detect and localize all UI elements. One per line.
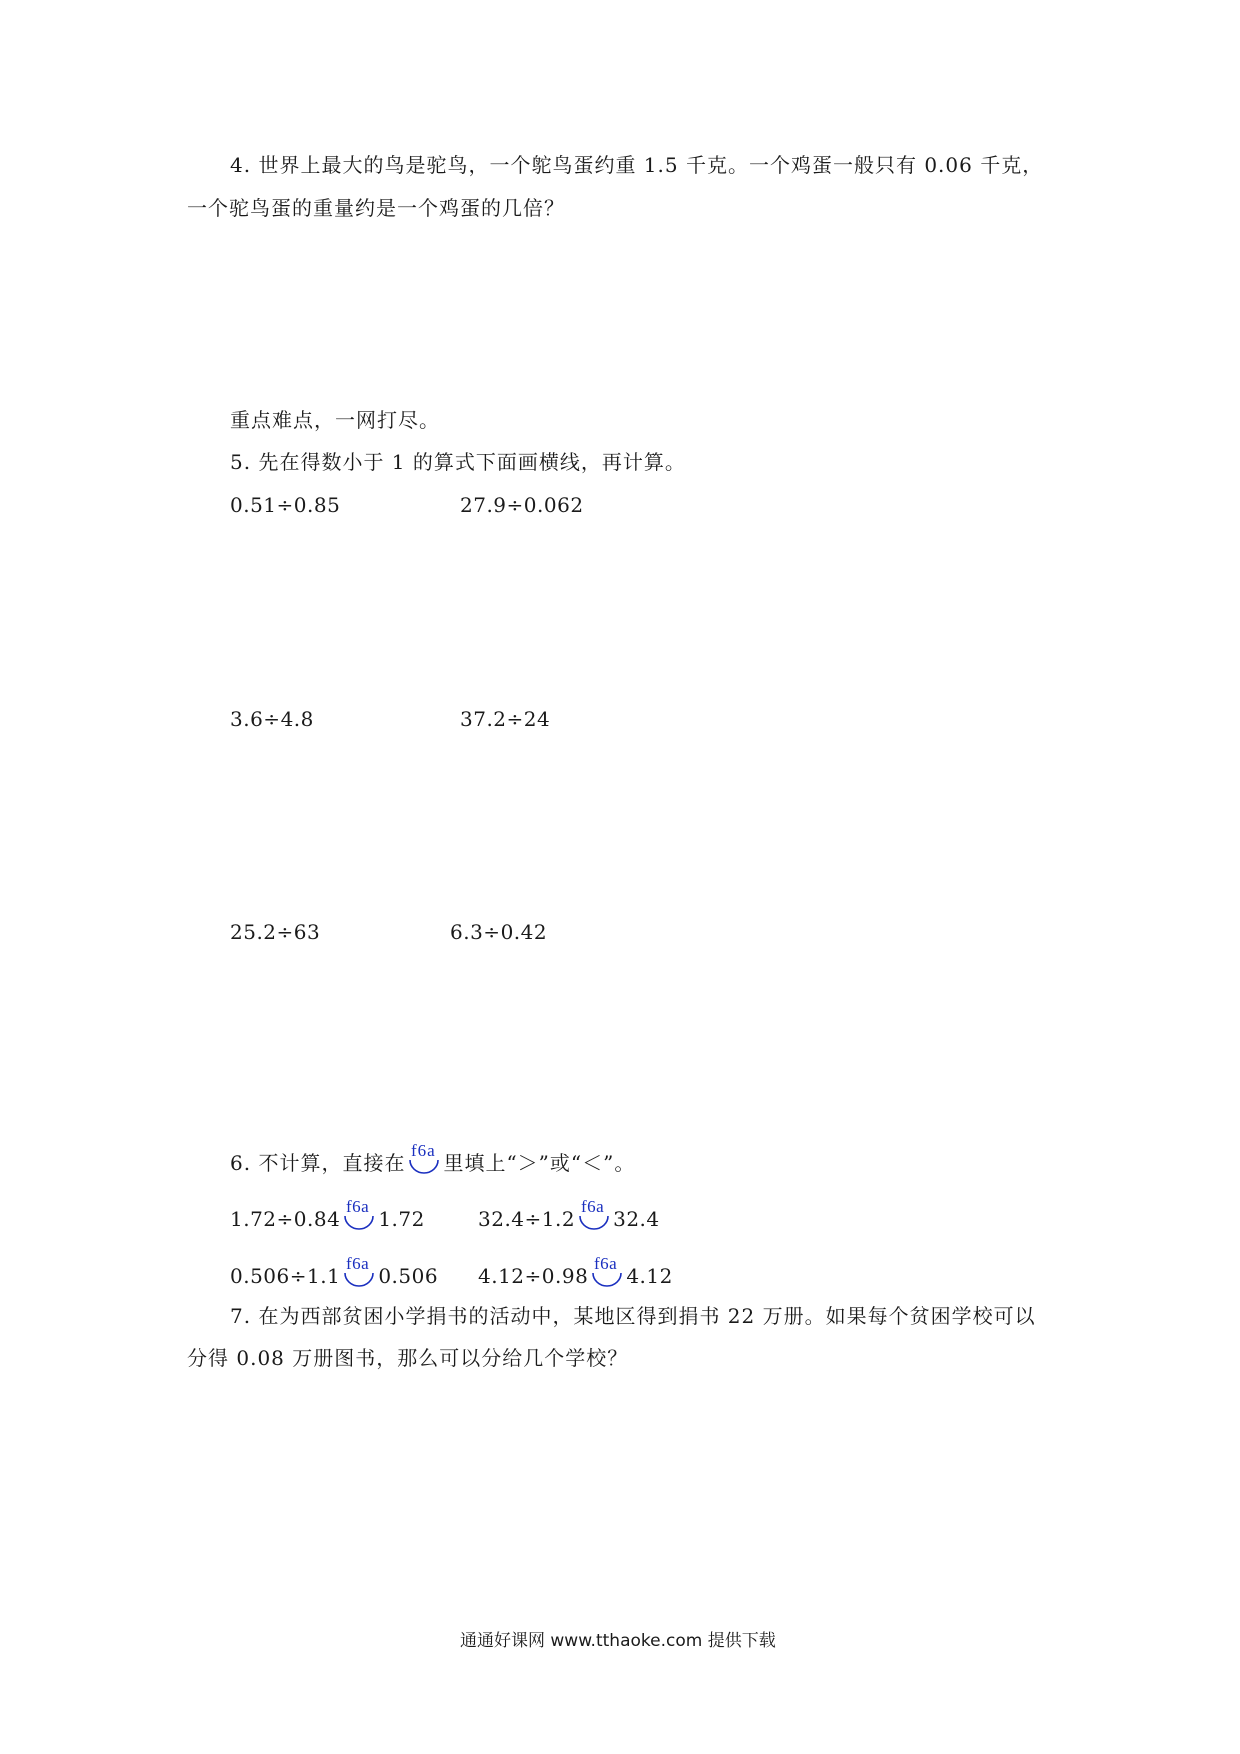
q5-expr-2: 27.9÷0.062 xyxy=(460,493,584,517)
footer-text: 通通好课网 www.tthaoke.com 提供下载 xyxy=(460,1631,776,1651)
q6-prompt xyxy=(230,1141,636,1176)
q5-expr-4: 37.2÷24 xyxy=(460,707,551,731)
q6-row2-item1 xyxy=(230,1254,439,1289)
circle-label: f6a xyxy=(594,1254,618,1273)
q6-expr-right: 1.72 xyxy=(378,1207,425,1231)
q5-expr-6: 6.3÷0.42 xyxy=(450,920,548,944)
q5-expr-3: 3.6÷4.8 xyxy=(230,707,314,731)
q6-row2-item2 xyxy=(478,1254,673,1289)
q6-row1-item2 xyxy=(478,1197,660,1232)
compare-circle-icon[interactable] xyxy=(341,1197,377,1232)
q5-prompt: 5. 先在得数小于 1 的算式下面画横线，再计算。 xyxy=(230,450,686,474)
q7-line2: 分得 0.08 万册图书，那么可以分给几个学校？ xyxy=(187,1346,629,1370)
circle-label: f6a xyxy=(346,1254,370,1273)
q5-expr-1: 0.51÷0.85 xyxy=(230,493,341,517)
q4-line2: 一个驼鸟蛋的重量约是一个鸡蛋的几倍？ xyxy=(187,196,565,220)
q6-expr-left: 1.72÷0.84 xyxy=(230,1207,341,1231)
q7-line1: 7. 在为西部贫困小学捐书的活动中，某地区得到捐书 22 万册。如果每个贫困学校可以 xyxy=(230,1304,1036,1328)
q6-prompt-before: 6. 不计算，直接在 xyxy=(230,1151,406,1175)
q5-expr-5: 25.2÷63 xyxy=(230,920,321,944)
q6-prompt-after: 里填上“＞”或“＜”。 xyxy=(443,1151,636,1175)
q6-expr-right: 32.4 xyxy=(613,1207,660,1231)
compare-circle-icon[interactable] xyxy=(576,1197,612,1232)
compare-circle-icon[interactable] xyxy=(589,1254,625,1289)
q6-expr-left: 32.4÷1.2 xyxy=(478,1207,576,1231)
circle-label: f6a xyxy=(411,1141,437,1160)
answer-circle-icon xyxy=(406,1141,442,1176)
circle-label: f6a xyxy=(346,1197,370,1216)
q6-row1-item1 xyxy=(230,1197,425,1232)
q6-expr-right: 0.506 xyxy=(378,1264,439,1288)
q6-expr-left: 4.12÷0.98 xyxy=(478,1264,589,1288)
section-heading: 重点难点，一网打尽。 xyxy=(230,408,440,432)
q6-expr-right: 4.12 xyxy=(626,1264,673,1288)
compare-circle-icon[interactable] xyxy=(341,1254,377,1289)
q6-expr-left: 0.506÷1.1 xyxy=(230,1264,341,1288)
circle-label: f6a xyxy=(581,1197,605,1216)
q4-line1: 4. 世界上最大的鸟是驼鸟，一个鸵鸟蛋约重 1.5 千克。一个鸡蛋一般只有 0.06 千克， xyxy=(230,153,1044,177)
